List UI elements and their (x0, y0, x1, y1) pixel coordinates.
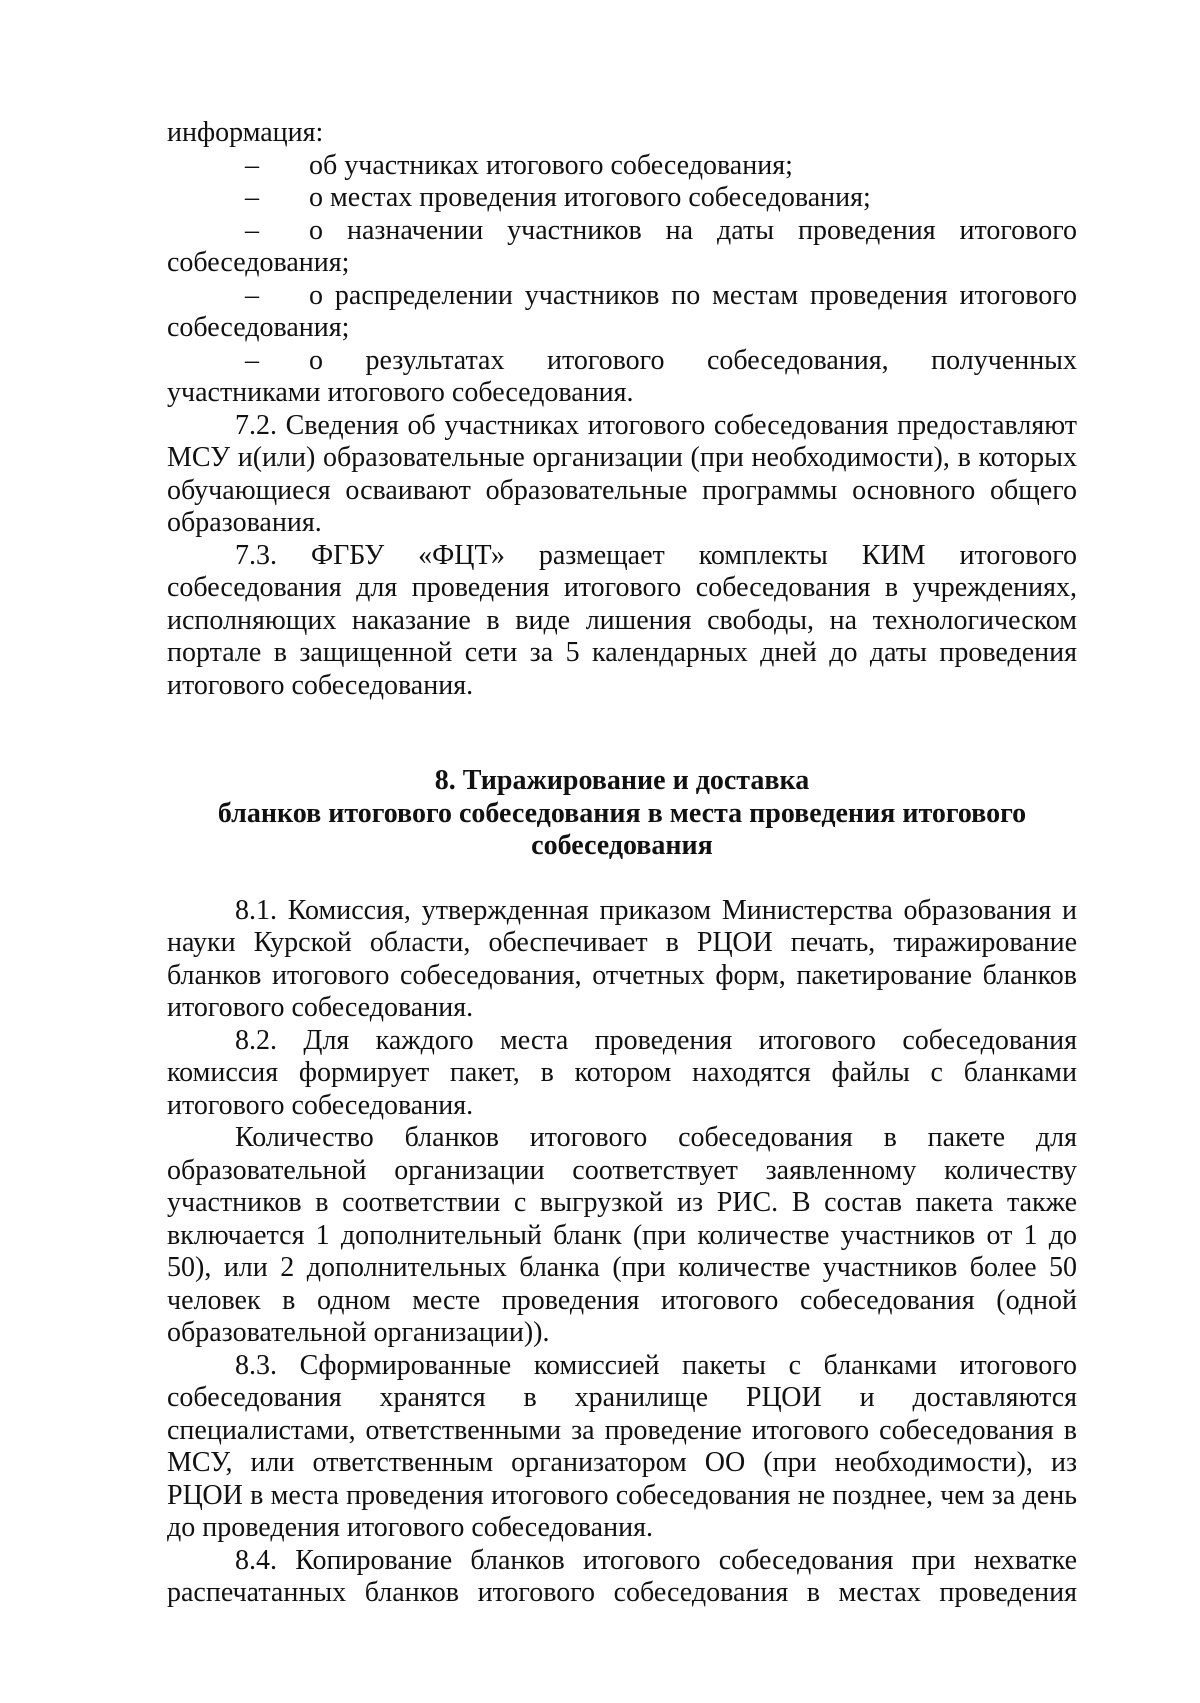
bullet-item (167, 215, 1077, 280)
paragraph-8-4: 8.4. Копирование бланков итогового собеседования при нехватке распечатанных бланков итогового собеседования в местах проведения (167, 1544, 1077, 1608)
heading-line-2: бланков итогового собеседования в места проведения итогового (217, 797, 1027, 829)
bullet-item (167, 182, 1077, 215)
bullet-text: о результатах итогового собеседования, полученных (309, 344, 1077, 376)
paragraph-8-2: 8.2. Для каждого места проведения итогового собеседования комиссия формирует пакет, в котором находятся файлы с бланками итогового собеседования. (167, 1024, 1077, 1121)
bullet-text: об участниках итогового собеседования; (309, 149, 793, 181)
document-page (167, 117, 1077, 1610)
paragraph-7-2: 7.2. Сведения об участниках итогового собеседования предоставляют МСУ и(или) образовательные организации (при необходимости), в которых обучающиеся осваивают образовательные программы основного общего образования. (167, 409, 1077, 538)
bullet-text: о назначении участников на даты проведения итогового (309, 214, 1077, 246)
dash-mark: – (245, 344, 259, 376)
paragraph-8-3: 8.3. Сформированные комиссией пакеты с бланками итогового собеседования хранятся в хранилище РЦОИ и доставляются специалистами, ответственными за проведение итогового собеседования в МСУ, или ответственным организатором ОО (при необходимости), из РЦОИ в места проведения итогового собеседования не позднее, чем за день до проведения итогового собеседования. (167, 1349, 1077, 1543)
paragraph-8-2-quantity: Количество бланков итогового собеседования в пакете для образовательной организации соответствует заявленному количеству участников в соответствии с выгрузкой из РИС. В состав пакета также включается 1 дополнительный бланк (при количестве участников от 1 до 50), или 2 дополнительных бланка (при количестве участников более 50 человек в одном месте проведения итогового собеседования (одной образовательной организации)). (167, 1122, 1077, 1348)
bullet-continuation: участниками итогового собеседования. (167, 377, 634, 408)
paragraph-8-1: 8.1. Комиссия, утвержденная приказом Министерства образования и науки Курской области, обеспечивает в РЦОИ печать, тиражирование бланков итогового собеседования, отчетных форм, пакетирование бланков итогового собеседования. (167, 894, 1077, 1023)
dash-mark: – (245, 149, 259, 181)
paragraph-7-3: 7.3. ФГБУ «ФЦТ» размещает комплекты КИМ итогового собеседования для проведения итогового собеседования в учреждениях, исполняющих наказание в виде лишения свободы, на технологическом портале в защищенной сети за 5 календарных дней до даты проведения итогового собеседования. (167, 539, 1077, 701)
section-8-heading (167, 765, 1077, 863)
bullet-continuation: собеседования; (167, 247, 350, 278)
bullet-text: о распределении участников по местам проведения итогового (309, 279, 1077, 311)
bullet-item (167, 345, 1077, 410)
bullet-text: о местах проведения итогового собеседования; (309, 182, 871, 213)
dash-mark: – (245, 279, 259, 311)
heading-line-1: 8. Тиражирование и доставка (434, 765, 810, 796)
bullet-item (167, 150, 1077, 183)
dash-mark: – (245, 182, 259, 213)
intro-text: информация: (167, 117, 324, 148)
bullet-item (167, 280, 1077, 345)
heading-line-3: собеседования (531, 830, 713, 861)
dash-mark: – (245, 214, 259, 246)
bullet-list (167, 150, 1077, 410)
bullet-continuation: собеседования; (167, 312, 350, 343)
